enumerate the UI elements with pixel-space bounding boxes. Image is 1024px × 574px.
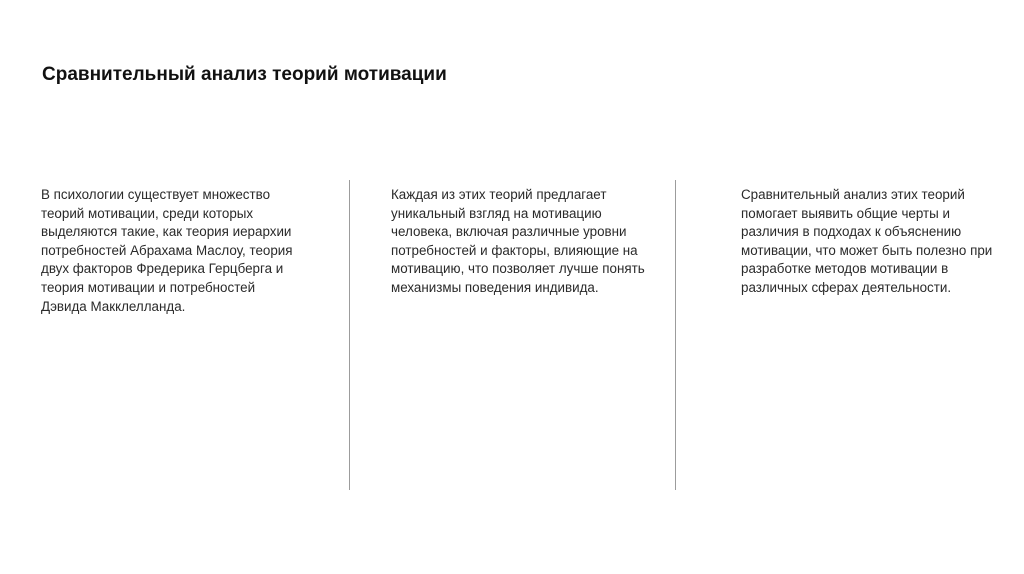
text-line: разработке методов мотивации в [741, 261, 949, 277]
text-line: различных сферах деятельности. [741, 279, 952, 295]
text-line: человека, включая различные уровни [391, 224, 627, 240]
slide-title: Сравнительный анализ теорий мотивации [42, 64, 447, 85]
text-line: теория мотивации и потребностей [41, 279, 256, 295]
text-line: уникальный взгляд на мотивацию [391, 205, 602, 221]
text-line: Каждая из этих теорий предлагает [391, 187, 607, 202]
text-line: мотивации, что может быть полезно при [741, 242, 993, 258]
text-line: теорий мотивации, среди которых [41, 205, 254, 221]
text-line: помогает выявить общие черты и [741, 205, 950, 221]
text-column-3 [741, 186, 1011, 298]
text-line: двух факторов Фредерика Герцберга и [41, 261, 284, 277]
text-column-1 [41, 186, 311, 316]
text-line: различия в подходах к объяснению [741, 224, 962, 240]
text-column-2 [391, 186, 661, 298]
text-line: В психологии существует множество [41, 187, 271, 202]
text-line: выделяются такие, как теория иерархии [41, 224, 292, 240]
text-line: Сравнительный анализ этих теорий [741, 187, 965, 202]
column-divider-1 [349, 180, 350, 490]
text-line: потребностей и факторы, влияющие на [391, 242, 638, 258]
column-divider-2 [675, 180, 676, 490]
text-line: механизмы поведения индивида. [391, 279, 599, 295]
text-line: мотивацию, что позволяет лучше понять [391, 261, 645, 277]
text-line: потребностей Абрахама Маслоу, теория [41, 242, 293, 258]
text-line: Дэвида Макклелланда. [41, 298, 186, 314]
